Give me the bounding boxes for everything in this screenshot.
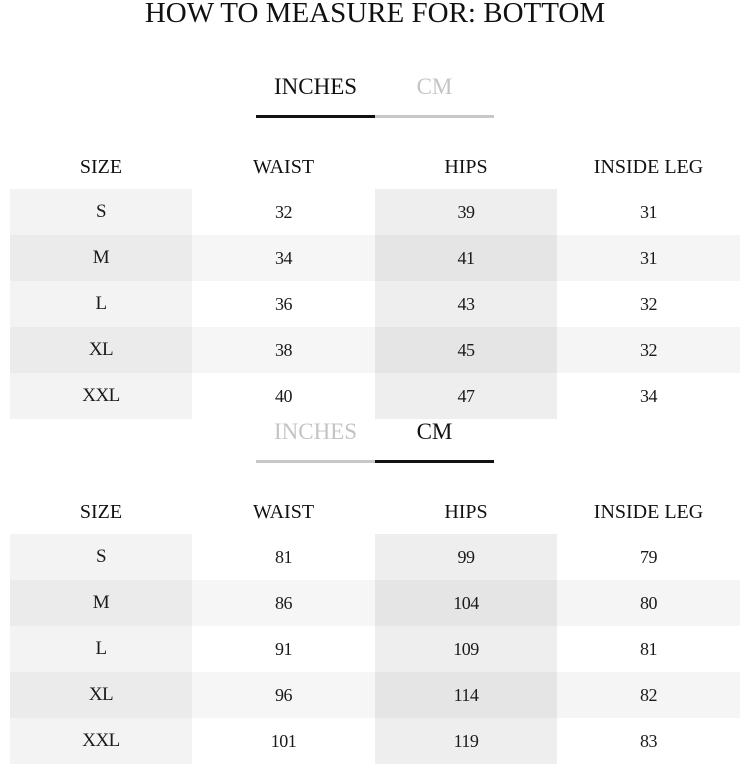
- cell-waist: 96: [192, 672, 375, 718]
- cell-waist: 38: [192, 327, 375, 373]
- table-row: [10, 534, 740, 580]
- cell-size: L: [10, 626, 192, 672]
- size-chart-table-cm: [10, 490, 740, 764]
- cell-hips: 104: [375, 580, 557, 626]
- cell-hips: 45: [375, 327, 557, 373]
- cell-waist: 86: [192, 580, 375, 626]
- cell-waist: 91: [192, 626, 375, 672]
- cell-hips: 99: [375, 534, 557, 580]
- header-size: SIZE: [10, 145, 192, 189]
- cell-hips: 47: [375, 373, 557, 419]
- table-row: [10, 718, 740, 764]
- cell-hips: 39: [375, 189, 557, 235]
- header-waist: WAIST: [192, 145, 375, 189]
- tab-cm-label: CM: [416, 74, 453, 99]
- table-header-row: [10, 490, 740, 534]
- table-row: [10, 189, 740, 235]
- cell-waist: 36: [192, 281, 375, 327]
- cell-inside-leg: 34: [557, 373, 740, 419]
- cell-inside-leg: 80: [557, 580, 740, 626]
- cell-hips: 109: [375, 626, 557, 672]
- cell-size: S: [10, 534, 192, 580]
- header-hips: HIPS: [375, 145, 557, 189]
- page-title: HOW TO MEASURE FOR: BOTTOM: [144, 0, 606, 29]
- cell-inside-leg: 32: [557, 281, 740, 327]
- tab-active-indicator: [375, 460, 494, 463]
- cell-inside-leg: 31: [557, 235, 740, 281]
- cell-inside-leg: 81: [557, 626, 740, 672]
- tab-cm-label: CM: [416, 419, 453, 444]
- tab-cm[interactable]: [375, 417, 494, 463]
- cell-size: XL: [10, 672, 192, 718]
- cell-hips: 114: [375, 672, 557, 718]
- cell-waist: 40: [192, 373, 375, 419]
- cell-size: XXL: [10, 718, 192, 764]
- cell-inside-leg: 31: [557, 189, 740, 235]
- cell-hips: 119: [375, 718, 557, 764]
- cell-inside-leg: 32: [557, 327, 740, 373]
- cell-waist: 81: [192, 534, 375, 580]
- table-row: [10, 580, 740, 626]
- table-row: [10, 672, 740, 718]
- cell-waist: 32: [192, 189, 375, 235]
- tab-inches[interactable]: [256, 417, 375, 463]
- tab-inches-label: INCHES: [273, 419, 358, 444]
- cell-size: M: [10, 580, 192, 626]
- cell-size: L: [10, 281, 192, 327]
- unit-tabs-inches-section: [256, 72, 494, 122]
- cell-hips: 43: [375, 281, 557, 327]
- table-row: [10, 626, 740, 672]
- tab-inches-label: INCHES: [273, 74, 358, 99]
- cell-inside-leg: 82: [557, 672, 740, 718]
- cell-inside-leg: 79: [557, 534, 740, 580]
- tab-inches[interactable]: [256, 72, 375, 118]
- header-inside-leg: INSIDE LEG: [557, 145, 740, 189]
- cell-waist: 101: [192, 718, 375, 764]
- tab-active-indicator: [256, 115, 375, 118]
- size-chart-table-inches: [10, 145, 740, 419]
- table-row: [10, 281, 740, 327]
- cell-waist: 34: [192, 235, 375, 281]
- table-row: [10, 373, 740, 419]
- cell-inside-leg: 83: [557, 718, 740, 764]
- header-waist: WAIST: [192, 490, 375, 534]
- header-inside-leg: INSIDE LEG: [557, 490, 740, 534]
- cell-size: M: [10, 235, 192, 281]
- table-row: [10, 235, 740, 281]
- cell-size: S: [10, 189, 192, 235]
- tab-cm[interactable]: [375, 72, 494, 118]
- cell-size: XL: [10, 327, 192, 373]
- cell-hips: 41: [375, 235, 557, 281]
- table-row: [10, 327, 740, 373]
- unit-tabs-cm-section: [256, 417, 494, 467]
- header-hips: HIPS: [375, 490, 557, 534]
- tab-inactive-indicator: [256, 460, 375, 463]
- tab-inactive-indicator: [375, 115, 494, 118]
- cell-size: XXL: [10, 373, 192, 419]
- header-size: SIZE: [10, 490, 192, 534]
- table-header-row: [10, 145, 740, 189]
